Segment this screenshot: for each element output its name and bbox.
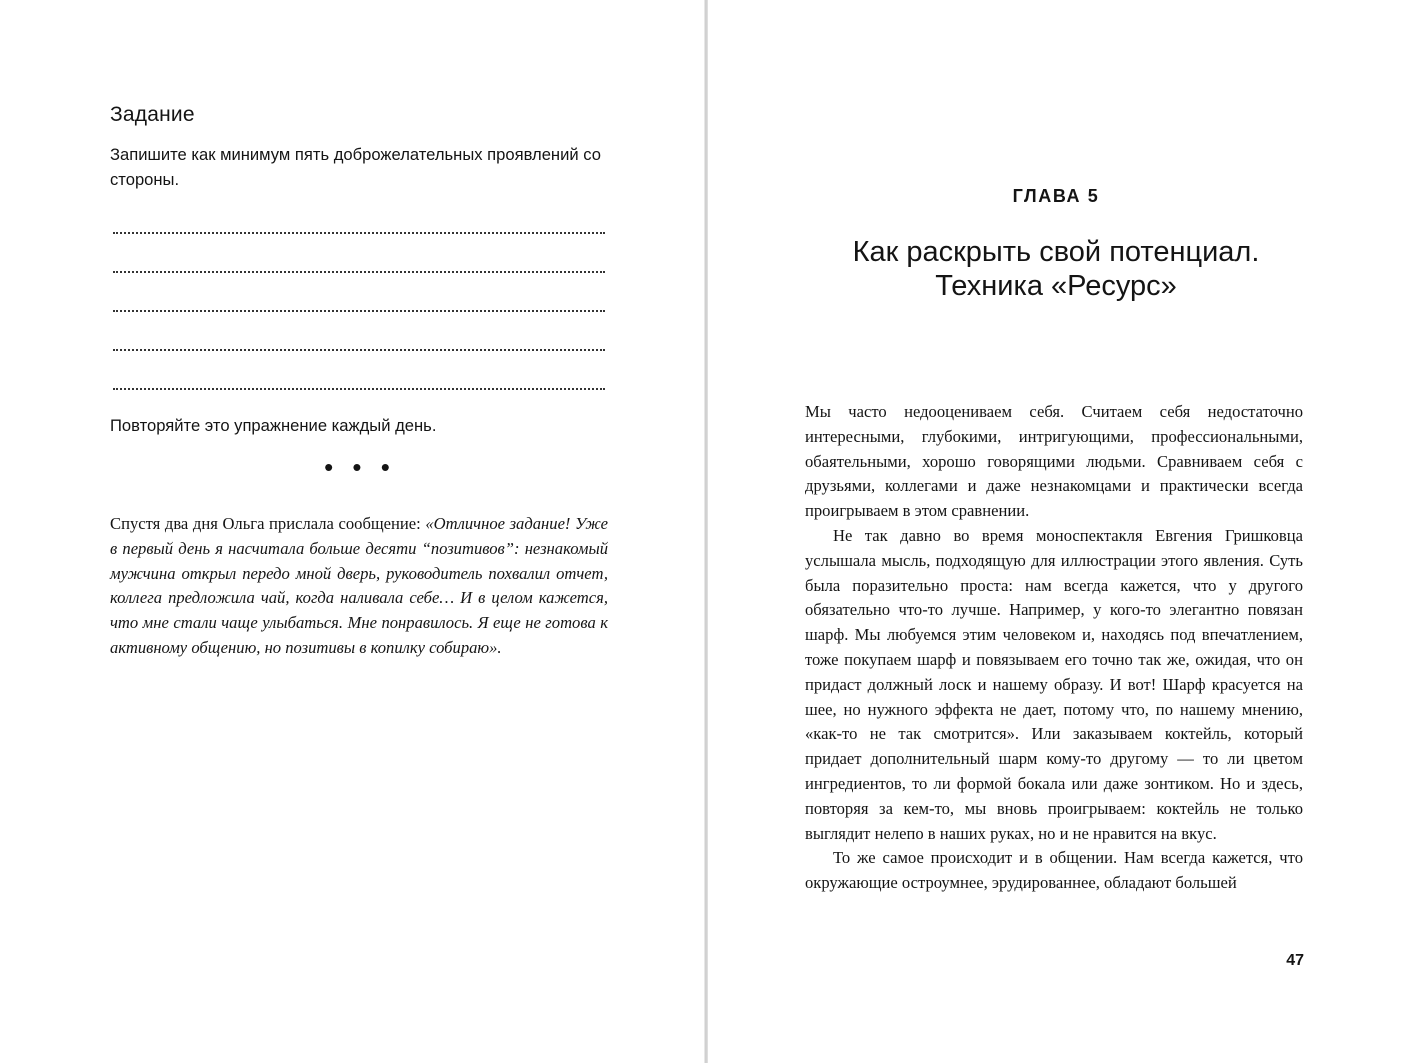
story-quote: «Отличное задание! Уже в первый день я насчитала больше десяти “позитивов”: незнакомый мужчина открыл передо мной дверь, руководитель похвалил отчет, коллега предложила чай, когда наливала себе… И в целом кажется, что мне стали чаще улыбаться. Мне понравилось. Я еще не готова к активному общению, но позитивы в копилку собираю». xyxy=(110,514,608,657)
chapter-title-line-1: Как раскрыть свой потенциал. xyxy=(852,236,1260,268)
chapter-title-line-2: Техника «Ресурс» xyxy=(935,270,1177,302)
task-heading: Задание xyxy=(110,103,195,126)
story-intro: Спустя два дня Ольга прислала сообщение: xyxy=(110,514,426,533)
repeat-note: Повторяйте это упражнение каждый день. xyxy=(110,416,437,435)
chapter-body xyxy=(805,400,1303,896)
answer-line-5 xyxy=(113,366,605,390)
answer-line-3 xyxy=(113,288,605,312)
story-paragraph xyxy=(110,512,608,661)
page-number: 47 xyxy=(1286,952,1304,969)
body-paragraph-3: То же самое происходит и в общении. Нам всегда кажется, что окружающие остроумнее, эрудированнее, обладают большей xyxy=(805,848,1303,893)
body-paragraph-2: Не так давно во время моноспектакля Евгения Гришковца услышала мысль, подходящую для иллюстрации этого явления. Суть была поразительно проста: нам всегда кажется, что у другого обязательно что-то лучше. Например, у кого-то элегантно повязан шарф. Мы любуемся этим человеком и, находясь под впечатлением, тоже покупаем шарф и повязываем его точно так же, ожидая, что он придаст должный лоск и нашему образу. И вот! Шарф красуется на шее, но нужного эффекта не дает, потому что, по нашему мнению, «как-то не так смотрится». Или заказываем коктейль, который придает дополнительный шарм кому-то другому — то ли цветом ингредиентов, то ли формой бокала или даже зонтиком. Но и здесь, повторяя за кем-то, мы вновь проигрываем: коктейль не только выглядит нелепо в наших руках, но и не нравится на вкус. xyxy=(805,525,1303,843)
answer-line-1 xyxy=(113,210,605,234)
chapter-title xyxy=(780,235,1332,303)
section-separator: • • • xyxy=(324,452,396,482)
answer-line-2 xyxy=(113,249,605,273)
body-paragraph-1: Мы часто недооцениваем себя. Считаем себя недостаточно интересными, глубокими, интригующими, профессиональными, обаятельными, хорошо говорящими людьми. Сравниваем себя с друзьями, коллегами и даже незнакомцами и практически всегда проигрываем в этом сравнении. xyxy=(805,402,1303,521)
left-page xyxy=(0,0,704,1063)
answer-lines xyxy=(113,210,605,405)
answer-line-4 xyxy=(113,327,605,351)
task-instruction: Запишите как минимум пять доброжелательных проявлений со стороны. xyxy=(110,145,601,189)
chapter-label: ГЛАВА 5 xyxy=(1012,186,1100,206)
